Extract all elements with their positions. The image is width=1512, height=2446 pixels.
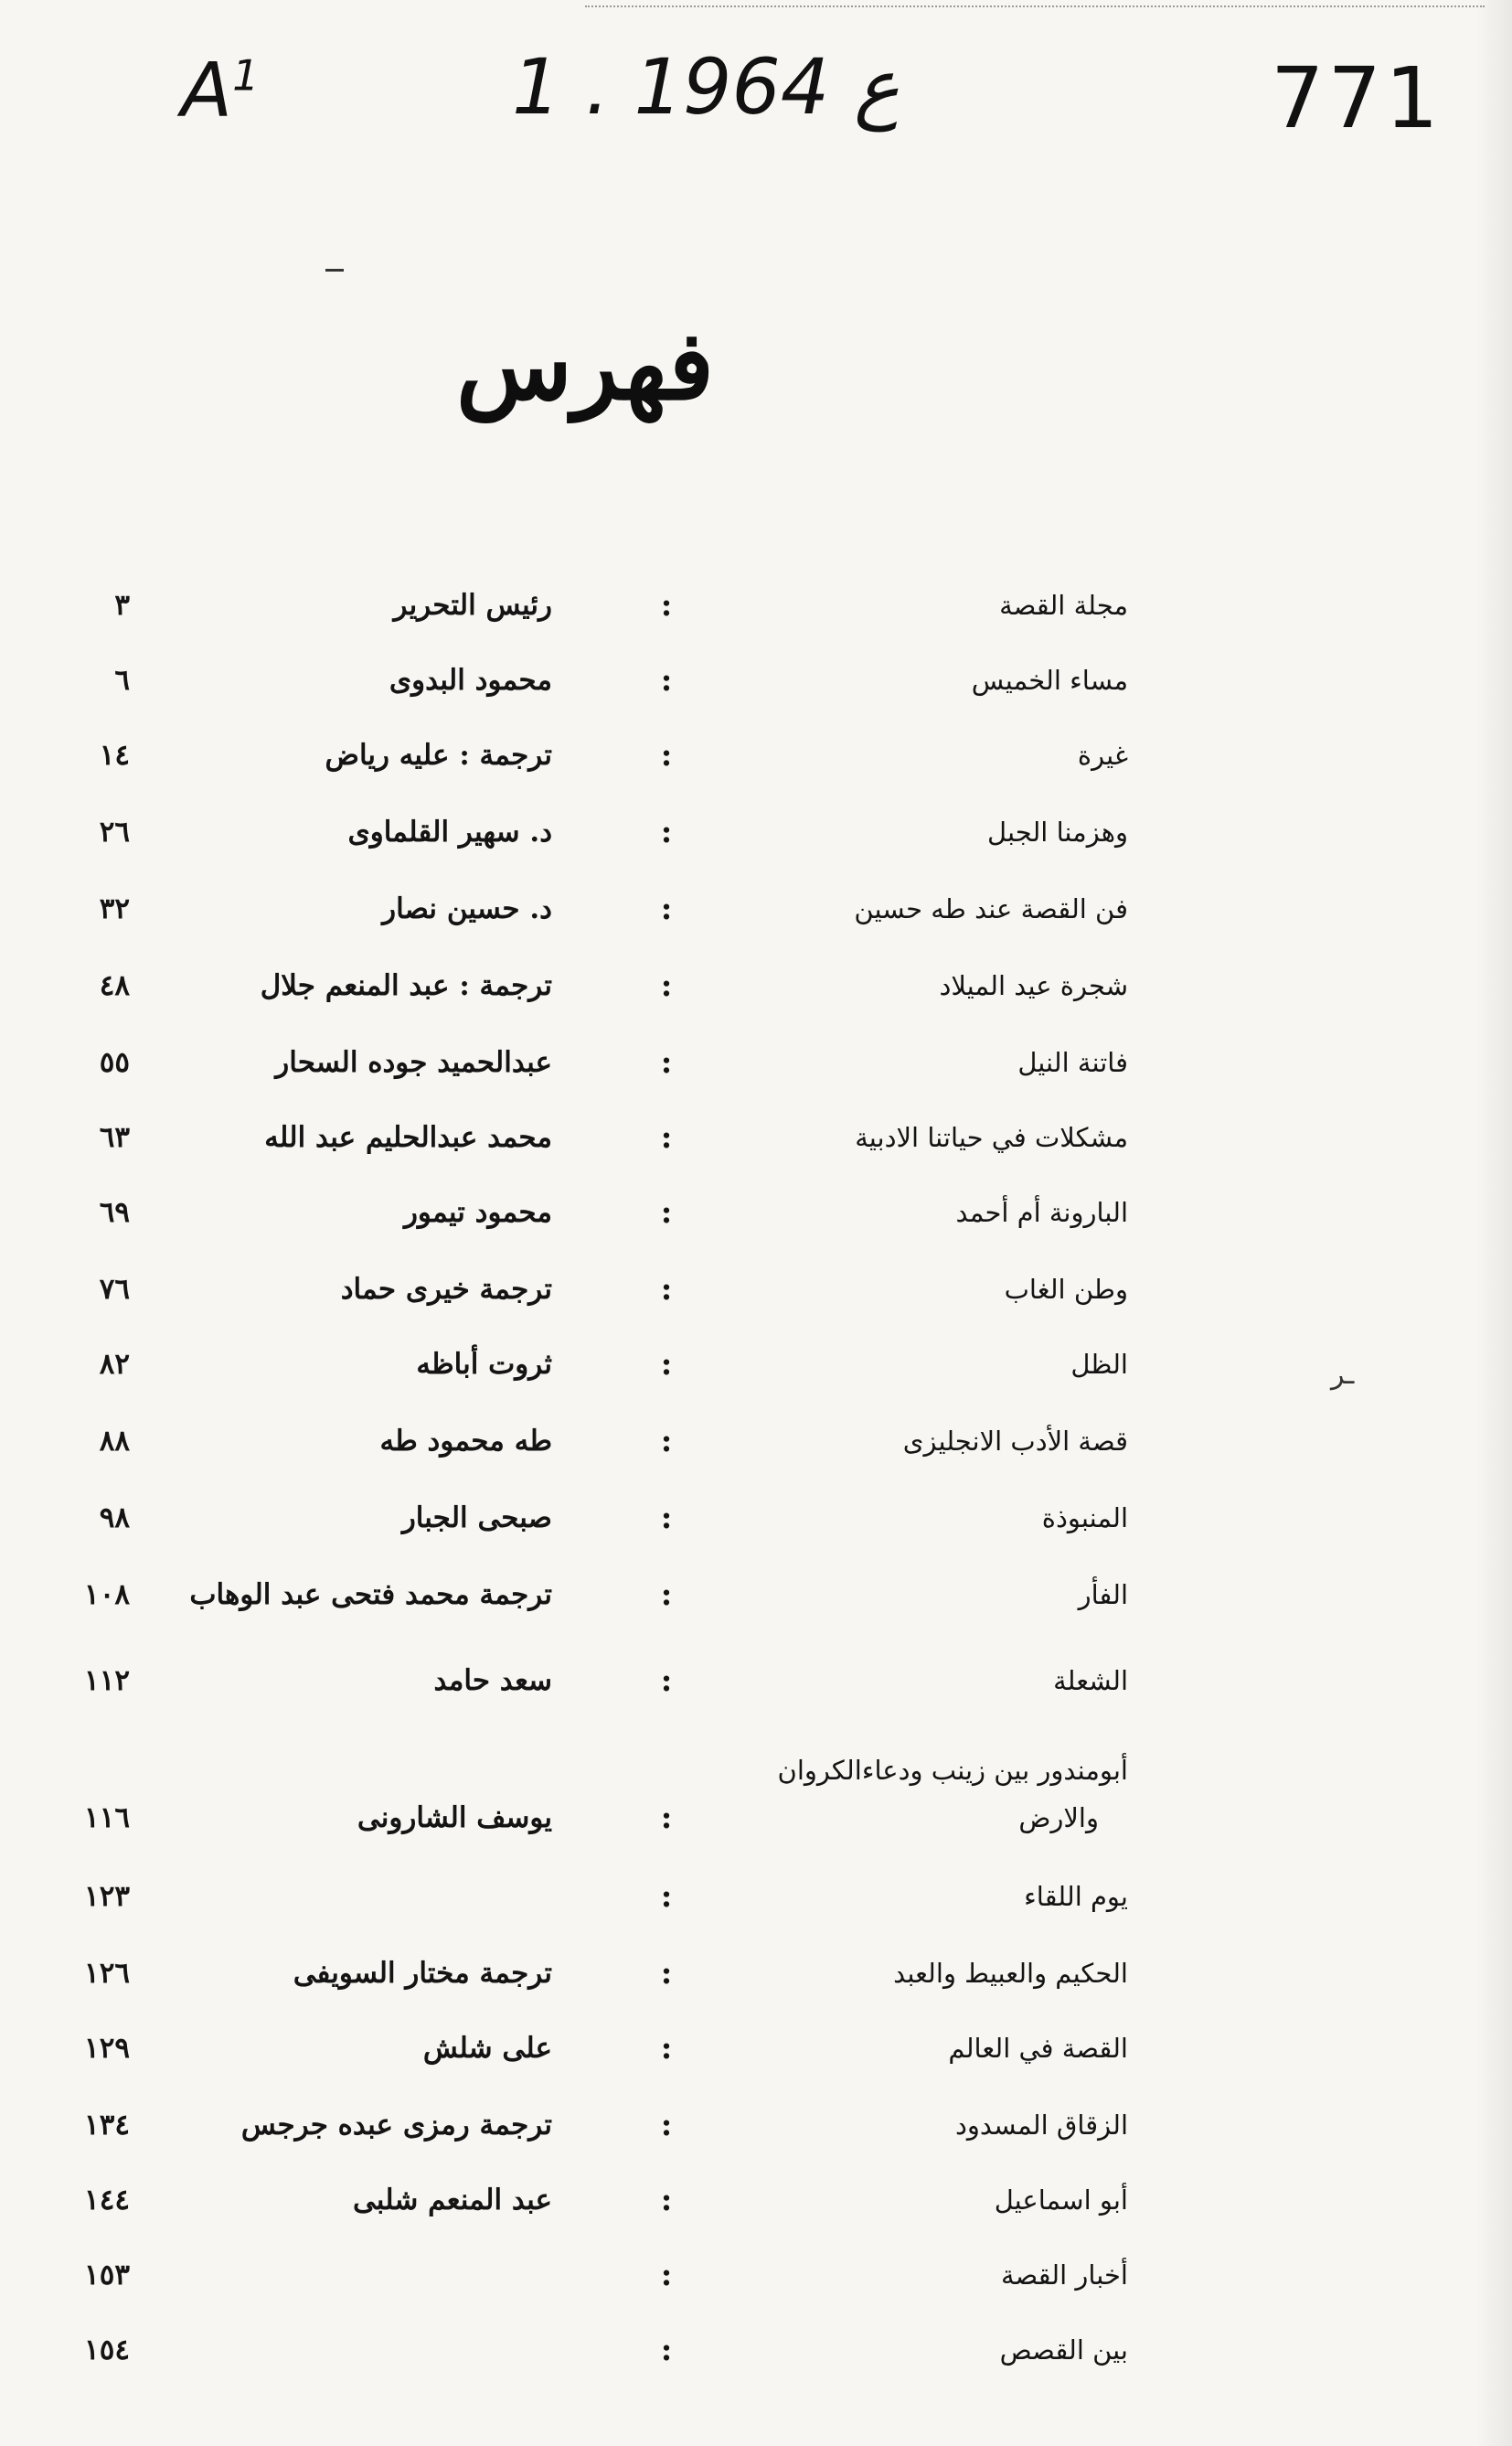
entry-title: أخبار القصة xyxy=(1000,2259,1128,2291)
entry-separator: : xyxy=(660,2332,673,2368)
entry-page: ٣٢ xyxy=(99,892,130,925)
entry-page: ١٤ xyxy=(99,739,130,772)
page-title-text: فهرس xyxy=(456,309,714,422)
entry-separator: : xyxy=(660,587,673,624)
toc-entry xyxy=(0,1189,1512,1262)
entry-separator: : xyxy=(660,2257,673,2293)
entry-separator: : xyxy=(660,2030,673,2067)
entry-title: يوم اللقاء xyxy=(1024,1881,1128,1912)
entry-page: ٦٩ xyxy=(99,1196,130,1229)
entry-page: ٦ xyxy=(114,664,130,697)
toc-entry xyxy=(0,657,1512,730)
entry-page: ٨٢ xyxy=(99,1348,130,1381)
entry-author: على شلش xyxy=(422,2032,552,2065)
entry-author: ثروت أباظه xyxy=(416,1348,552,1381)
entry-author: محمود تيمور xyxy=(403,1196,552,1229)
entry-separator: : xyxy=(660,1119,673,1156)
entry-separator: : xyxy=(660,1955,673,1992)
stray-mark: ـر xyxy=(1331,1359,1355,1391)
entry-page: ١١٦ xyxy=(84,1801,130,1834)
entry-page: ١٢٦ xyxy=(84,1957,130,1990)
entry-separator: : xyxy=(660,891,673,927)
toc-entry xyxy=(0,808,1512,881)
toc-entry xyxy=(0,962,1512,1035)
entry-author: ترجمة مختار السويفى xyxy=(293,1957,552,1990)
toc-entry xyxy=(0,885,1512,958)
entry-separator: : xyxy=(660,1194,673,1231)
entry-page: ١٥٤ xyxy=(84,2334,130,2366)
entry-separator: : xyxy=(660,1500,673,1536)
entry-title: البارونة أم أحمد xyxy=(955,1197,1128,1228)
entry-title: وهزمنا الجبل xyxy=(987,817,1128,848)
entry-separator: : xyxy=(660,1346,673,1383)
entry-author: د. حسين نصار xyxy=(382,892,552,925)
entry-author: رئيس التحرير xyxy=(393,589,552,622)
entry-page: ٥٥ xyxy=(99,1046,130,1079)
toc-entry xyxy=(0,1657,1512,1730)
entry-title: بين القصص xyxy=(999,2334,1128,2366)
entry-author: محمود البدوى xyxy=(389,664,552,697)
entry-title: قصة الأدب الانجليزى xyxy=(902,1426,1128,1457)
entry-page: ١٢٩ xyxy=(84,2032,130,2065)
entry-title: فن القصة عند طه حسين xyxy=(854,893,1128,924)
toc-entry xyxy=(0,1746,1512,1865)
toc-entry xyxy=(0,2326,1512,2399)
entry-title: الحكيم والعبيط والعبد xyxy=(893,1958,1128,1989)
entry-title-line1: أبومندور بين زينب ودعاءالكروان xyxy=(777,1755,1128,1786)
entry-separator: : xyxy=(660,737,673,774)
entry-separator: : xyxy=(660,1878,673,1915)
toc-entry xyxy=(0,1494,1512,1567)
entry-page: ٩٨ xyxy=(99,1501,130,1534)
entry-author: ترجمة محمد فتحى عبد الوهاب xyxy=(189,1578,552,1611)
entry-page: ١١٢ xyxy=(84,1664,130,1697)
toc-entry xyxy=(0,732,1512,805)
entry-page: ١٣٤ xyxy=(84,2109,130,2142)
handwritten-series: $A^1$ xyxy=(181,48,260,134)
entry-title: غيرة xyxy=(1077,740,1128,771)
toc-entry xyxy=(0,1039,1512,1112)
entry-separator: : xyxy=(660,1576,673,1613)
toc-entry xyxy=(0,2024,1512,2098)
entry-separator: : xyxy=(660,814,673,850)
entry-title-line2: والارض xyxy=(1018,1802,1099,1833)
entry-title: وطن الغاب xyxy=(1004,1274,1128,1305)
entry-page: ٣ xyxy=(114,589,130,622)
toc-entry xyxy=(0,1340,1512,1414)
entry-page: ٧٦ xyxy=(99,1273,130,1306)
entry-page: ١٥٣ xyxy=(84,2259,130,2291)
entry-title: القصة في العالم xyxy=(948,2033,1128,2064)
entry-page: ٨٨ xyxy=(99,1425,130,1458)
entry-title: مجلة القصة xyxy=(999,590,1128,621)
entry-title: فاتنة النيل xyxy=(1017,1047,1128,1078)
entry-page: ١٠٨ xyxy=(84,1578,130,1611)
entry-author: عبدالحميد جوده السحار xyxy=(275,1046,552,1079)
entry-page: ١٤٤ xyxy=(84,2184,130,2216)
entry-title: الفأر xyxy=(1078,1579,1128,1610)
entry-page: ٦٣ xyxy=(99,1121,130,1154)
entry-title: مساء الخميس xyxy=(971,665,1128,696)
entry-author: عبد المنعم شلبى xyxy=(352,2184,552,2216)
entry-separator: : xyxy=(660,2182,673,2218)
handwritten-number: 771 xyxy=(1271,49,1443,147)
toc-entry xyxy=(0,1571,1512,1644)
entry-title: شجرة عيد الميلاد xyxy=(939,970,1128,1001)
entry-separator: : xyxy=(660,1271,673,1308)
entry-page: ٢٦ xyxy=(99,816,130,849)
toc-entry xyxy=(0,1266,1512,1339)
toc-entry xyxy=(0,1417,1512,1490)
entry-separator: : xyxy=(660,1423,673,1459)
entry-author: يوسف الشارونى xyxy=(357,1801,552,1834)
entry-title: الزقاق المسدود xyxy=(955,2110,1128,2141)
entry-author: ترجمة خيرى حماد xyxy=(340,1273,552,1306)
entry-page: ٤٨ xyxy=(99,969,130,1002)
toc-entry xyxy=(0,2176,1512,2249)
toc-entry xyxy=(0,1949,1512,2023)
entry-page: ١٢٣ xyxy=(84,1880,130,1913)
entry-author: طه محمود طه xyxy=(379,1425,552,1458)
entry-author: سعد حامد xyxy=(433,1664,552,1697)
toc-entry xyxy=(0,1873,1512,1946)
entry-title: المنبوذة xyxy=(1041,1502,1128,1533)
entry-author: ترجمة : عليه رياض xyxy=(325,739,552,772)
entry-separator: : xyxy=(660,967,673,1004)
entry-title: مشكلات في حياتنا الادبية xyxy=(855,1122,1128,1153)
entry-author: ترجمة رمزى عبده جرجس xyxy=(240,2109,552,2142)
toc-entry xyxy=(0,1114,1512,1187)
entry-separator: : xyxy=(660,1044,673,1081)
handwritten-date: 1 . ع 1964 xyxy=(512,42,900,132)
entry-title: الشعلة xyxy=(1053,1665,1128,1696)
entry-separator: : xyxy=(660,662,673,699)
toc-entry xyxy=(0,2251,1512,2324)
entry-author: صبحى الجبار xyxy=(401,1501,552,1534)
toc-entry xyxy=(0,582,1512,655)
entry-author: د. سهير القلماوى xyxy=(347,816,552,849)
entry-title: أبو اسماعيل xyxy=(994,2184,1128,2216)
entry-separator: : xyxy=(660,1662,673,1699)
entry-title: الظل xyxy=(1070,1349,1128,1380)
entry-title xyxy=(778,1746,1128,1842)
toc-entry xyxy=(0,2101,1512,2174)
entry-separator: : xyxy=(660,2107,673,2143)
entry-separator: : xyxy=(660,1800,673,1836)
entry-author: ترجمة : عبد المنعم جلال xyxy=(260,969,552,1002)
entry-author: محمد عبدالحليم عبد الله xyxy=(264,1121,552,1154)
